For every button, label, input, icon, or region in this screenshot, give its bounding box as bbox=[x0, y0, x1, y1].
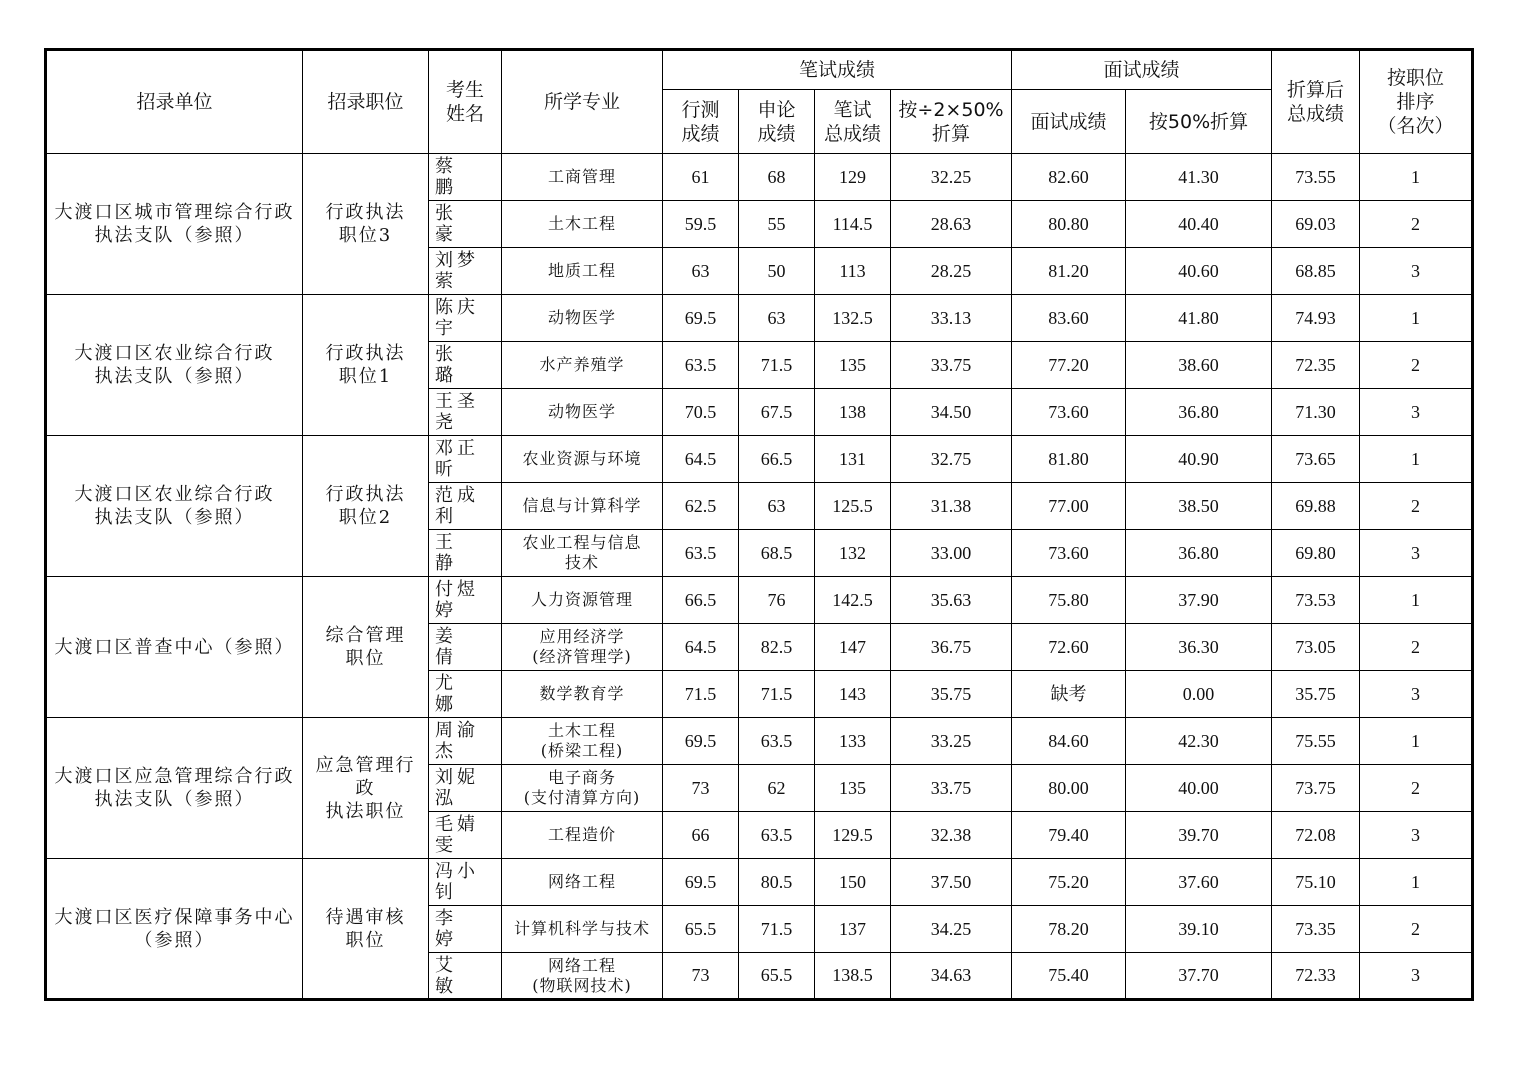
written-scaled-cell: 37.50 bbox=[891, 859, 1012, 906]
major-cell: 动物医学 bbox=[502, 295, 663, 342]
interview-scaled-cell: 38.60 bbox=[1126, 342, 1272, 389]
final-total-cell: 75.55 bbox=[1272, 718, 1360, 765]
interview-score-cell: 75.40 bbox=[1012, 953, 1126, 1000]
interview-scaled-cell: 41.30 bbox=[1126, 154, 1272, 201]
shenlun-score-cell: 65.5 bbox=[739, 953, 815, 1000]
shenlun-score-cell: 71.5 bbox=[739, 671, 815, 718]
rank-cell: 2 bbox=[1360, 342, 1473, 389]
table-row bbox=[46, 154, 1473, 201]
xingce-score-cell: 63.5 bbox=[663, 530, 739, 577]
rank-cell: 2 bbox=[1360, 624, 1473, 671]
xingce-score-cell: 63 bbox=[663, 248, 739, 295]
shenlun-score-cell: 50 bbox=[739, 248, 815, 295]
written-total-cell: 129.5 bbox=[815, 812, 891, 859]
rank-cell: 1 bbox=[1360, 436, 1473, 483]
written-total-cell: 138 bbox=[815, 389, 891, 436]
xingce-score-cell: 64.5 bbox=[663, 436, 739, 483]
interview-scaled-cell: 39.70 bbox=[1126, 812, 1272, 859]
final-total-cell: 68.85 bbox=[1272, 248, 1360, 295]
written-total-cell: 125.5 bbox=[815, 483, 891, 530]
rank-cell: 3 bbox=[1360, 389, 1473, 436]
major-cell: 地质工程 bbox=[502, 248, 663, 295]
rank-cell: 3 bbox=[1360, 530, 1473, 577]
interview-scaled-cell: 0.00 bbox=[1126, 671, 1272, 718]
xingce-score-cell: 66.5 bbox=[663, 577, 739, 624]
xingce-score-cell: 63.5 bbox=[663, 342, 739, 389]
rank-cell: 1 bbox=[1360, 295, 1473, 342]
final-total-cell: 72.33 bbox=[1272, 953, 1360, 1000]
final-total-cell: 69.03 bbox=[1272, 201, 1360, 248]
major-cell: 工商管理 bbox=[502, 154, 663, 201]
interview-score-cell: 84.60 bbox=[1012, 718, 1126, 765]
final-total-cell: 75.10 bbox=[1272, 859, 1360, 906]
xingce-score-cell: 69.5 bbox=[663, 859, 739, 906]
written-scaled-cell: 33.75 bbox=[891, 342, 1012, 389]
header-rank: 按职位 排序 （名次） bbox=[1360, 50, 1473, 154]
written-total-cell: 143 bbox=[815, 671, 891, 718]
position-cell: 行政执法 职位1 bbox=[303, 295, 429, 436]
interview-score-cell: 79.40 bbox=[1012, 812, 1126, 859]
interview-score-cell: 81.20 bbox=[1012, 248, 1126, 295]
final-total-cell: 74.93 bbox=[1272, 295, 1360, 342]
major-cell: 人力资源管理 bbox=[502, 577, 663, 624]
candidate-name-cell: 刘梦萦 bbox=[429, 248, 502, 295]
final-total-cell: 73.65 bbox=[1272, 436, 1360, 483]
xingce-score-cell: 59.5 bbox=[663, 201, 739, 248]
candidate-name-cell: 张 豪 bbox=[429, 201, 502, 248]
table-row bbox=[46, 859, 1473, 906]
candidate-name-cell: 姜 倩 bbox=[429, 624, 502, 671]
shenlun-score-cell: 71.5 bbox=[739, 906, 815, 953]
header-position: 招录职位 bbox=[303, 50, 429, 154]
written-total-cell: 132 bbox=[815, 530, 891, 577]
candidate-name-cell: 王 静 bbox=[429, 530, 502, 577]
candidate-name-cell: 陈庆宇 bbox=[429, 295, 502, 342]
major-cell: 水产养殖学 bbox=[502, 342, 663, 389]
shenlun-score-cell: 63 bbox=[739, 483, 815, 530]
written-scaled-cell: 35.63 bbox=[891, 577, 1012, 624]
final-total-cell: 69.80 bbox=[1272, 530, 1360, 577]
rank-cell: 3 bbox=[1360, 953, 1473, 1000]
header-major: 所学专业 bbox=[502, 50, 663, 154]
written-scaled-cell: 33.00 bbox=[891, 530, 1012, 577]
final-total-cell: 73.55 bbox=[1272, 154, 1360, 201]
xingce-score-cell: 73 bbox=[663, 765, 739, 812]
major-cell: 农业资源与环境 bbox=[502, 436, 663, 483]
table-body bbox=[46, 154, 1473, 1000]
interview-scaled-cell: 37.70 bbox=[1126, 953, 1272, 1000]
header-written-group: 笔试成绩 bbox=[663, 50, 1012, 90]
candidate-name-cell: 李 婷 bbox=[429, 906, 502, 953]
header-written-total: 笔试 总成绩 bbox=[815, 90, 891, 154]
rank-cell: 1 bbox=[1360, 577, 1473, 624]
unit-cell: 大渡口区普查中心（参照） bbox=[46, 577, 303, 718]
rank-cell: 3 bbox=[1360, 812, 1473, 859]
table-row bbox=[46, 577, 1473, 624]
xingce-score-cell: 62.5 bbox=[663, 483, 739, 530]
results-table bbox=[44, 48, 1474, 1001]
written-total-cell: 138.5 bbox=[815, 953, 891, 1000]
written-total-cell: 147 bbox=[815, 624, 891, 671]
rank-cell: 2 bbox=[1360, 906, 1473, 953]
written-scaled-cell: 36.75 bbox=[891, 624, 1012, 671]
header-name: 考生 姓名 bbox=[429, 50, 502, 154]
shenlun-score-cell: 63.5 bbox=[739, 718, 815, 765]
major-cell: 电子商务 (支付清算方向) bbox=[502, 765, 663, 812]
interview-score-cell: 82.60 bbox=[1012, 154, 1126, 201]
interview-scaled-cell: 36.80 bbox=[1126, 389, 1272, 436]
shenlun-score-cell: 68.5 bbox=[739, 530, 815, 577]
written-scaled-cell: 32.25 bbox=[891, 154, 1012, 201]
final-total-cell: 73.05 bbox=[1272, 624, 1360, 671]
table-header bbox=[46, 50, 1473, 154]
interview-scaled-cell: 39.10 bbox=[1126, 906, 1272, 953]
written-scaled-cell: 33.25 bbox=[891, 718, 1012, 765]
table-row bbox=[46, 295, 1473, 342]
written-total-cell: 142.5 bbox=[815, 577, 891, 624]
shenlun-score-cell: 66.5 bbox=[739, 436, 815, 483]
written-scaled-cell: 28.63 bbox=[891, 201, 1012, 248]
written-scaled-cell: 34.25 bbox=[891, 906, 1012, 953]
shenlun-score-cell: 80.5 bbox=[739, 859, 815, 906]
written-total-cell: 150 bbox=[815, 859, 891, 906]
major-cell: 网络工程 (物联网技术) bbox=[502, 953, 663, 1000]
interview-scaled-cell: 37.60 bbox=[1126, 859, 1272, 906]
interview-score-cell: 72.60 bbox=[1012, 624, 1126, 671]
candidate-name-cell: 冯小钊 bbox=[429, 859, 502, 906]
xingce-score-cell: 61 bbox=[663, 154, 739, 201]
major-cell: 网络工程 bbox=[502, 859, 663, 906]
interview-score-cell: 73.60 bbox=[1012, 389, 1126, 436]
major-cell: 信息与计算科学 bbox=[502, 483, 663, 530]
header-final-total: 折算后 总成绩 bbox=[1272, 50, 1360, 154]
interview-scaled-cell: 37.90 bbox=[1126, 577, 1272, 624]
header-shenlun: 申论 成绩 bbox=[739, 90, 815, 154]
rank-cell: 1 bbox=[1360, 859, 1473, 906]
written-total-cell: 114.5 bbox=[815, 201, 891, 248]
major-cell: 动物医学 bbox=[502, 389, 663, 436]
header-written-scaled: 按÷2×50% 折算 bbox=[891, 90, 1012, 154]
candidate-name-cell: 王圣尧 bbox=[429, 389, 502, 436]
candidate-name-cell: 蔡 鹏 bbox=[429, 154, 502, 201]
xingce-score-cell: 73 bbox=[663, 953, 739, 1000]
shenlun-score-cell: 62 bbox=[739, 765, 815, 812]
major-cell: 数学教育学 bbox=[502, 671, 663, 718]
table-row bbox=[46, 718, 1473, 765]
xingce-score-cell: 65.5 bbox=[663, 906, 739, 953]
shenlun-score-cell: 55 bbox=[739, 201, 815, 248]
final-total-cell: 73.75 bbox=[1272, 765, 1360, 812]
unit-cell: 大渡口区城市管理综合行政 执法支队（参照） bbox=[46, 154, 303, 295]
candidate-name-cell: 尤 娜 bbox=[429, 671, 502, 718]
unit-cell: 大渡口区医疗保障事务中心 （参照） bbox=[46, 859, 303, 1000]
interview-scaled-cell: 38.50 bbox=[1126, 483, 1272, 530]
written-scaled-cell: 28.25 bbox=[891, 248, 1012, 295]
major-cell: 农业工程与信息 技术 bbox=[502, 530, 663, 577]
interview-score-cell: 缺考 bbox=[1012, 671, 1126, 718]
header-unit: 招录单位 bbox=[46, 50, 303, 154]
unit-cell: 大渡口区农业综合行政 执法支队（参照） bbox=[46, 295, 303, 436]
candidate-name-cell: 艾 敏 bbox=[429, 953, 502, 1000]
rank-cell: 3 bbox=[1360, 671, 1473, 718]
rank-cell: 2 bbox=[1360, 483, 1473, 530]
written-scaled-cell: 31.38 bbox=[891, 483, 1012, 530]
written-scaled-cell: 35.75 bbox=[891, 671, 1012, 718]
rank-cell: 2 bbox=[1360, 765, 1473, 812]
candidate-name-cell: 刘妮泓 bbox=[429, 765, 502, 812]
xingce-score-cell: 70.5 bbox=[663, 389, 739, 436]
rank-cell: 1 bbox=[1360, 154, 1473, 201]
final-total-cell: 71.30 bbox=[1272, 389, 1360, 436]
unit-cell: 大渡口区应急管理综合行政 执法支队（参照） bbox=[46, 718, 303, 859]
rank-cell: 3 bbox=[1360, 248, 1473, 295]
final-total-cell: 73.53 bbox=[1272, 577, 1360, 624]
interview-scaled-cell: 40.40 bbox=[1126, 201, 1272, 248]
candidate-name-cell: 付煜婷 bbox=[429, 577, 502, 624]
written-total-cell: 113 bbox=[815, 248, 891, 295]
xingce-score-cell: 64.5 bbox=[663, 624, 739, 671]
xingce-score-cell: 69.5 bbox=[663, 718, 739, 765]
interview-scaled-cell: 42.30 bbox=[1126, 718, 1272, 765]
written-total-cell: 132.5 bbox=[815, 295, 891, 342]
written-scaled-cell: 33.75 bbox=[891, 765, 1012, 812]
written-total-cell: 131 bbox=[815, 436, 891, 483]
written-total-cell: 135 bbox=[815, 342, 891, 389]
major-cell: 应用经济学 (经济管理学) bbox=[502, 624, 663, 671]
written-total-cell: 135 bbox=[815, 765, 891, 812]
interview-score-cell: 78.20 bbox=[1012, 906, 1126, 953]
written-scaled-cell: 32.75 bbox=[891, 436, 1012, 483]
header-interview-scaled: 按50%折算 bbox=[1126, 90, 1272, 154]
final-total-cell: 72.35 bbox=[1272, 342, 1360, 389]
table-row bbox=[46, 436, 1473, 483]
position-cell: 行政执法 职位2 bbox=[303, 436, 429, 577]
shenlun-score-cell: 63 bbox=[739, 295, 815, 342]
position-cell: 综合管理 职位 bbox=[303, 577, 429, 718]
major-cell: 工程造价 bbox=[502, 812, 663, 859]
written-total-cell: 129 bbox=[815, 154, 891, 201]
shenlun-score-cell: 63.5 bbox=[739, 812, 815, 859]
major-cell: 土木工程 (桥梁工程) bbox=[502, 718, 663, 765]
written-total-cell: 137 bbox=[815, 906, 891, 953]
major-cell: 计算机科学与技术 bbox=[502, 906, 663, 953]
interview-scaled-cell: 36.80 bbox=[1126, 530, 1272, 577]
written-scaled-cell: 32.38 bbox=[891, 812, 1012, 859]
position-cell: 应急管理行 政 执法职位 bbox=[303, 718, 429, 859]
interview-score-cell: 77.20 bbox=[1012, 342, 1126, 389]
shenlun-score-cell: 82.5 bbox=[739, 624, 815, 671]
interview-scaled-cell: 40.60 bbox=[1126, 248, 1272, 295]
interview-score-cell: 80.00 bbox=[1012, 765, 1126, 812]
header-interview-score: 面试成绩 bbox=[1012, 90, 1126, 154]
xingce-score-cell: 66 bbox=[663, 812, 739, 859]
final-total-cell: 35.75 bbox=[1272, 671, 1360, 718]
candidate-name-cell: 邓正昕 bbox=[429, 436, 502, 483]
shenlun-score-cell: 76 bbox=[739, 577, 815, 624]
major-cell: 土木工程 bbox=[502, 201, 663, 248]
written-scaled-cell: 34.50 bbox=[891, 389, 1012, 436]
interview-score-cell: 75.80 bbox=[1012, 577, 1126, 624]
header-interview-group: 面试成绩 bbox=[1012, 50, 1272, 90]
candidate-name-cell: 张 璐 bbox=[429, 342, 502, 389]
rank-cell: 1 bbox=[1360, 718, 1473, 765]
xingce-score-cell: 69.5 bbox=[663, 295, 739, 342]
interview-scaled-cell: 36.30 bbox=[1126, 624, 1272, 671]
candidate-name-cell: 毛婧雯 bbox=[429, 812, 502, 859]
final-total-cell: 69.88 bbox=[1272, 483, 1360, 530]
shenlun-score-cell: 71.5 bbox=[739, 342, 815, 389]
final-total-cell: 72.08 bbox=[1272, 812, 1360, 859]
interview-scaled-cell: 41.80 bbox=[1126, 295, 1272, 342]
written-total-cell: 133 bbox=[815, 718, 891, 765]
interview-score-cell: 73.60 bbox=[1012, 530, 1126, 577]
interview-scaled-cell: 40.90 bbox=[1126, 436, 1272, 483]
header-xingce: 行测 成绩 bbox=[663, 90, 739, 154]
written-scaled-cell: 34.63 bbox=[891, 953, 1012, 1000]
candidate-name-cell: 范成利 bbox=[429, 483, 502, 530]
interview-score-cell: 77.00 bbox=[1012, 483, 1126, 530]
final-total-cell: 73.35 bbox=[1272, 906, 1360, 953]
interview-score-cell: 83.60 bbox=[1012, 295, 1126, 342]
unit-cell: 大渡口区农业综合行政 执法支队（参照） bbox=[46, 436, 303, 577]
interview-score-cell: 81.80 bbox=[1012, 436, 1126, 483]
position-cell: 行政执法 职位3 bbox=[303, 154, 429, 295]
rank-cell: 2 bbox=[1360, 201, 1473, 248]
written-scaled-cell: 33.13 bbox=[891, 295, 1012, 342]
xingce-score-cell: 71.5 bbox=[663, 671, 739, 718]
interview-score-cell: 80.80 bbox=[1012, 201, 1126, 248]
shenlun-score-cell: 67.5 bbox=[739, 389, 815, 436]
position-cell: 待遇审核 职位 bbox=[303, 859, 429, 1000]
interview-score-cell: 75.20 bbox=[1012, 859, 1126, 906]
interview-scaled-cell: 40.00 bbox=[1126, 765, 1272, 812]
shenlun-score-cell: 68 bbox=[739, 154, 815, 201]
candidate-name-cell: 周渝杰 bbox=[429, 718, 502, 765]
